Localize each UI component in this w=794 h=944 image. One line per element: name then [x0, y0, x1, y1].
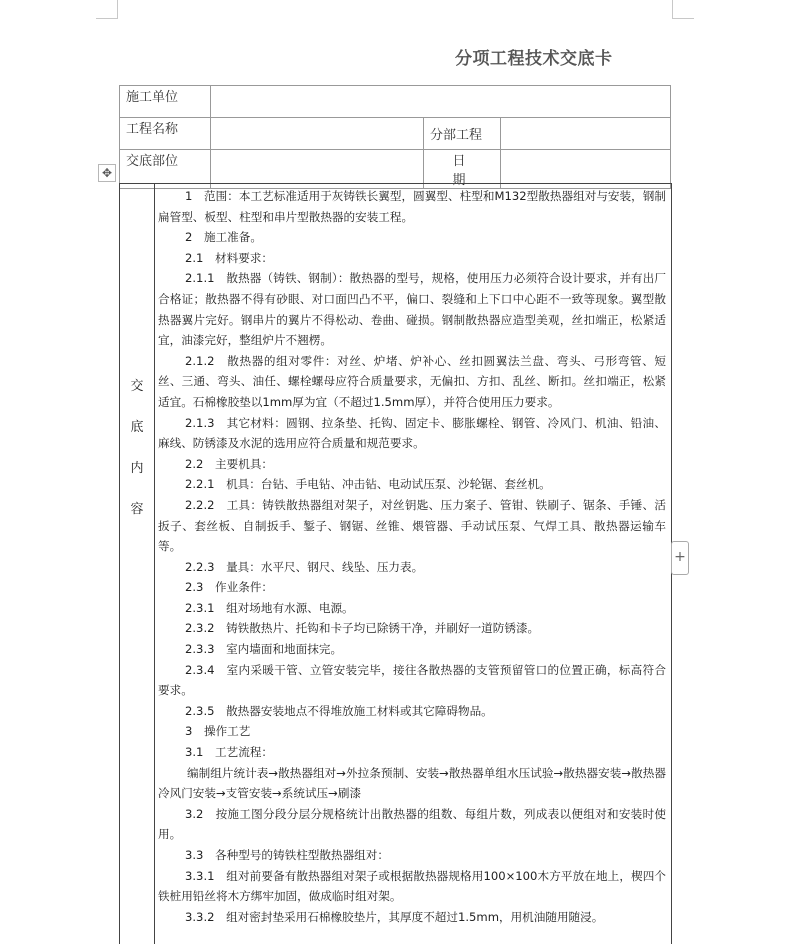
- construction-unit-field[interactable]: [211, 86, 671, 118]
- paragraph: 2.3.5 散热器安装地点不得堆放施工材料或其它障碍物品。: [185, 703, 493, 718]
- paragraph: 2.1.3 其它材料：圆钢、拉条垫、托钩、固定卡、膨胀螺栓、钢管、冷风门、机油、铅油、麻线、防锈漆及水泥的选用应符合质量和规范要求。: [158, 415, 666, 451]
- add-row-plus-icon[interactable]: +: [671, 541, 689, 575]
- side-label-column: [120, 184, 155, 944]
- location-label: 交底部位: [120, 150, 211, 189]
- content-table: [119, 183, 672, 944]
- paragraph: 2.3 作业条件：: [185, 580, 274, 595]
- project-name-field[interactable]: [211, 118, 424, 150]
- crop-mark: [672, 0, 673, 18]
- paragraph: 2.3.2 铸铁散热片、托钩和卡子均已除锈干净，并刷好一道防锈漆。: [185, 621, 540, 636]
- paragraph: 2.2.2 工具：铸铁散热器组对架子，对丝钥匙、压力案子、管钳、铁刷子、锯条、手锤、活扳子、套丝板、自制扳手、錾子、钢锯、丝锥、煨管器、手动试压泵、气焊工具、散热器运输车等。: [158, 497, 666, 554]
- process-flow: 编制组片统计表→散热器组对→外拉条预制、安装→散热器单组水压试验→散热器安装→散热器冷风门安装→支管安装→系统试压→刷漆: [158, 765, 666, 801]
- date-label: 日 期: [424, 150, 501, 189]
- content-text: [158, 186, 666, 927]
- document-title: 分项工程技术交底卡: [455, 49, 613, 69]
- construction-unit-label: 施工单位: [120, 86, 211, 118]
- paragraph: 2.1 材料要求：: [185, 250, 274, 265]
- side-label-char: 内: [130, 461, 144, 476]
- side-label-char: 底: [130, 420, 144, 435]
- paragraph: 2 施工准备。: [185, 230, 262, 245]
- paragraph: 2.1.1 散热器（铸铁、钢制）：散热器的型号，规格，使用压力必须符合设计要求，并有出厂合格证；散热器不得有砂眼、对口面凹凸不平，偏口、裂缝和上下口中心距不一致等现象。翼型散热器翼片完好。钢串片的翼片不得松动、卷曲、碰损。钢制散热器应造型美观，丝扣端正，松紧适宜，油漆完好，整组炉片不翘楞。: [158, 271, 666, 348]
- paragraph: 2.2.3 量具：水平尺、钢尺、线坠、压力表。: [185, 559, 424, 574]
- subproject-field[interactable]: [501, 118, 671, 150]
- paragraph: 2.2 主要机具：: [185, 456, 274, 471]
- side-label-char: 容: [130, 502, 144, 517]
- paragraph: 2.1.2 散热器的组对零件：对丝、炉堵、炉补心、丝扣圆翼法兰盘、弯头、弓形弯管、短丝、三通、弯头、油任、螺栓螺母应符合质量要求，无偏扣、方扣、乱丝、断扣。丝扣端正，松紧适宜。石棉橡胶垫以1mm厚为宜（不超过1.5mm厚），并符合使用压力要求。: [158, 353, 666, 409]
- crop-mark: [117, 0, 118, 18]
- paragraph: 2.3.3 室内墙面和地面抹完。: [185, 642, 343, 657]
- paragraph: 3.3.1 组对前要备有散热器组对架子或根据散热器规格用100×100木方平放在地上，楔四个铁桩用铅丝将木方绑牢加固，做成临时组对架。: [158, 868, 666, 904]
- table-move-handle-icon[interactable]: ✥: [98, 164, 116, 182]
- paragraph: 3.2 按施工图分段分层分规格统计出散热器的组数、每组片数，列成表以便组对和安装时使用。: [158, 806, 666, 842]
- paragraph: 2.3.1 组对场地有水源、电源。: [185, 600, 354, 615]
- side-label-char: 交: [130, 379, 144, 394]
- paragraph: 2.3.4 室内采暖干管、立管安装完毕，接往各散热器的支管预留管口的位置正确，标高符合要求。: [158, 662, 666, 698]
- paragraph: 3.3 各种型号的铸铁柱型散热器组对：: [185, 848, 389, 862]
- paragraph: 3.1 工艺流程：: [185, 745, 274, 760]
- paragraph: 1 范围：本工艺标准适用于灰铸铁长翼型，圆翼型、柱型和M132型散热器组对与安装，钢制扁管型、板型、柱型和串片型散热器的安装工程。: [158, 189, 666, 224]
- project-name-label: 工程名称: [120, 118, 211, 150]
- subproject-label: 分部工程: [424, 118, 501, 150]
- crop-mark: [96, 18, 118, 19]
- paragraph: 3 操作工艺: [185, 724, 251, 739]
- paragraph: 2.2.1 机具：台钻、手电钻、冲击钻、电动试压泵、沙轮锯、套丝机。: [185, 477, 551, 492]
- paragraph: 3.3.2 组对密封垫采用石棉橡胶垫片，其厚度不超过1.5mm，用机油随用随浸。: [185, 909, 604, 924]
- crop-mark: [672, 18, 694, 19]
- header-table: [119, 85, 671, 189]
